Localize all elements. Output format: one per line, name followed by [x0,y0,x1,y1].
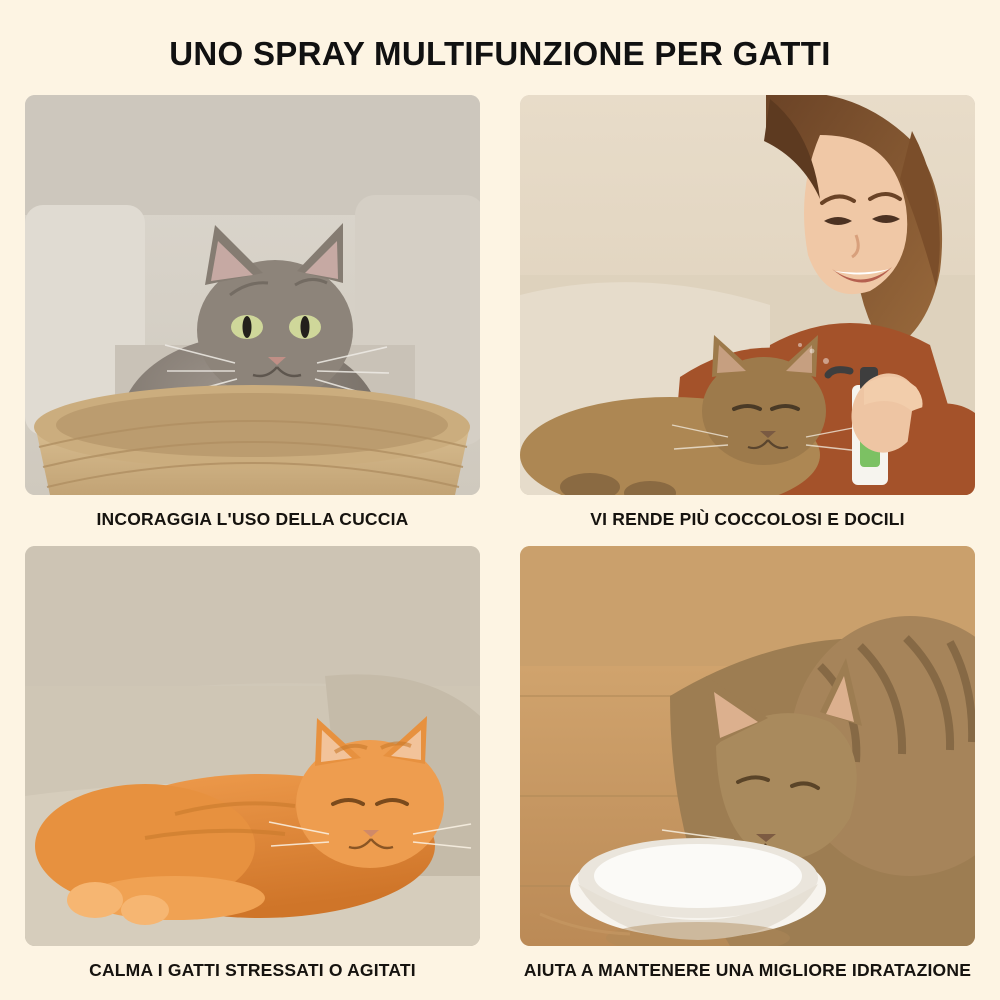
feature-caption-calm: CALMA I GATTI STRESSATI O AGITATI [89,960,416,980]
feature-caption-spray: VI RENDE PIÙ COCCOLOSI E DOCILI [590,509,905,529]
illustration-cat-in-bed [25,95,480,495]
feature-caption-bed: INCORAGGIA L'USO DELLA CUCCIA [96,509,409,529]
photo-cat-in-bed [25,95,480,495]
feature-caption-hydration: AIUTA A MANTENERE UNA MIGLIORE IDRATAZIONE [523,960,972,980]
feature-grid [25,95,975,991]
feature-cell-spray [520,95,975,540]
photo-cat-drinking [520,546,975,946]
illustration-woman-spraying-cat [520,95,975,495]
feature-cell-hydration [520,546,975,991]
feature-cell-bed [25,95,480,540]
photo-woman-spraying-cat [520,95,975,495]
photo-sleeping-ginger-cat [25,546,480,946]
illustration-cat-drinking [520,546,975,946]
illustration-sleeping-ginger-cat [25,546,480,946]
page-title: UNO SPRAY MULTIFUNZIONE PER GATTI [169,35,831,72]
feature-cell-calm [25,546,480,991]
